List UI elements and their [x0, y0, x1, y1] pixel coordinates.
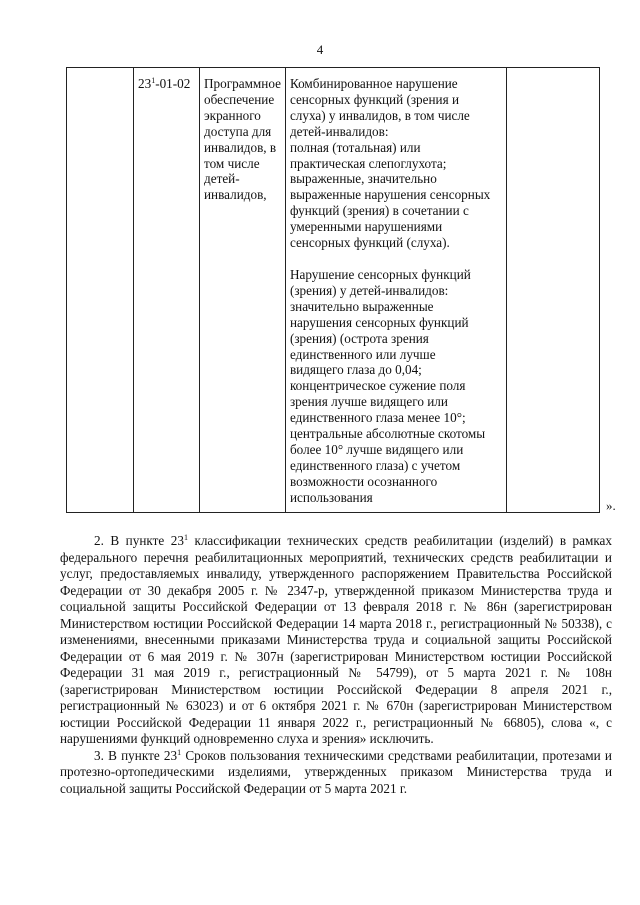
name-line: доступа для: [204, 123, 272, 139]
table-row: [67, 68, 600, 513]
desc-line: значительно выраженные: [289, 298, 434, 314]
paragraph-3-superscript: 1: [177, 747, 182, 757]
closing-quote: ».: [606, 498, 616, 513]
desc-line: Нарушение сенсорных функций: [289, 266, 471, 282]
paragraph-2-superscript: 1: [183, 533, 188, 542]
desc-line: единственного или лучше: [289, 346, 436, 362]
code-superscript: 1: [151, 76, 156, 85]
desc-line: сенсорных функций (слуха).: [289, 235, 450, 251]
desc-line: видящего глаза до 0,04;: [289, 362, 422, 378]
desc-line: использования: [289, 489, 373, 505]
desc-line: возможности осознанного: [289, 473, 438, 489]
code-cell: [134, 68, 200, 513]
desc-line: зрения лучше видящего или: [289, 394, 448, 410]
name-line: инвалидов, в: [204, 139, 277, 155]
paragraph-gap: [290, 251, 502, 267]
name-line: инвалидов,: [204, 187, 267, 203]
desc-line: нарушения сенсорных функций: [289, 314, 469, 330]
desc-line: умеренными нарушениями: [289, 219, 443, 235]
name-line: том числе: [204, 155, 260, 171]
code-main: 23: [138, 76, 152, 91]
empty-cell-right: [506, 68, 599, 513]
name-line: экранного: [204, 107, 261, 123]
name-line: детей-: [204, 171, 240, 187]
name-cell: [200, 68, 286, 513]
name-line: Программное: [204, 76, 281, 91]
desc-line: детей-инвалидов:: [289, 123, 389, 139]
desc-line: полная (тотальная) или: [289, 139, 421, 155]
desc-line: функций (зрения) в сочетании с: [289, 203, 469, 219]
desc-line: практическая слепоглухота;: [289, 155, 447, 171]
page-number: 4: [316, 42, 324, 57]
body-text: [60, 533, 612, 797]
name-line: обеспечение: [204, 91, 275, 107]
description-cell: [285, 68, 506, 513]
paragraph-2-rest: классификации технических средств реабилитации (изделий) в рамках федерального перечня реабилитационных мероприятий, технических средств реабилитации и услуг, предоставляемых инвалиду, утвержденного распоряжением Правительства Российской Федерации от 30 декабря 2005 г. № 2347-р, утвержденной приказом Министерства труда и социальной защиты Российской Федерации от 13 февраля 2018 г. № 86н (зарегистрирован Министерством юстиции Российской Федерации 14 марта 2018 г., регистрационный № 50338), с изменениями, внесенными приказами Министерства труда и социальной защиты Российской Федерации от 6 мая 2019 г. № 307н (зарегистрирован Министерством юстиции Российской Федерации 31 мая 2019 г., регистрационный № 54799), от 5 марта 2021 г. № 108н (зарегистрирован Министерством юстиции Российской Федерации 8 апреля 2021 г., регистрационный № 63023) и от 6 октября 2021 г. № 670н (зарегистрирован Министерством юстиции Российской Федерации 11 января 2022 г., регистрационный № 66805), слова «, с нарушениями функций одновременно слуха и зрения» исключить.: [60, 533, 612, 746]
desc-line: слуха) у инвалидов, в том числе: [289, 107, 470, 123]
desc-line: Комбинированное нарушение: [289, 76, 458, 91]
desc-line: более 10° лучше видящего или: [289, 441, 464, 457]
paragraph-3-rest: Сроков пользования техническими средствами реабилитации, протезами и протезно-ортопедическими изделиями, утвержденных приказом Министерства труда и социальной защиты Российской Федерации от 5 марта 2021 г.: [60, 747, 612, 796]
desc-line: единственного глаза менее 10°;: [289, 410, 466, 426]
desc-line: единственного глаза) с учетом: [289, 457, 461, 473]
classification-table: [66, 67, 600, 513]
desc-line: (зрения) (острота зрения: [289, 330, 429, 346]
desc-line: концентрическое сужение поля: [289, 378, 466, 394]
desc-line: (зрения) у детей-инвалидов:: [289, 282, 449, 298]
paragraph-2: [60, 533, 612, 748]
desc-line: выраженные нарушения сенсорных: [289, 187, 491, 203]
paragraph-2-start: 2. В пункте 23: [94, 533, 184, 548]
desc-line: сенсорных функций (зрения и: [289, 91, 460, 107]
empty-cell-left: [67, 68, 134, 513]
code-rest: -01-02: [155, 76, 191, 91]
desc-line: центральные абсолютные скотомы: [289, 426, 486, 442]
desc-line: выраженные, значительно: [289, 171, 437, 187]
paragraph-3-start: 3. В пункте 23: [94, 747, 178, 763]
paragraph-3: [60, 748, 612, 798]
